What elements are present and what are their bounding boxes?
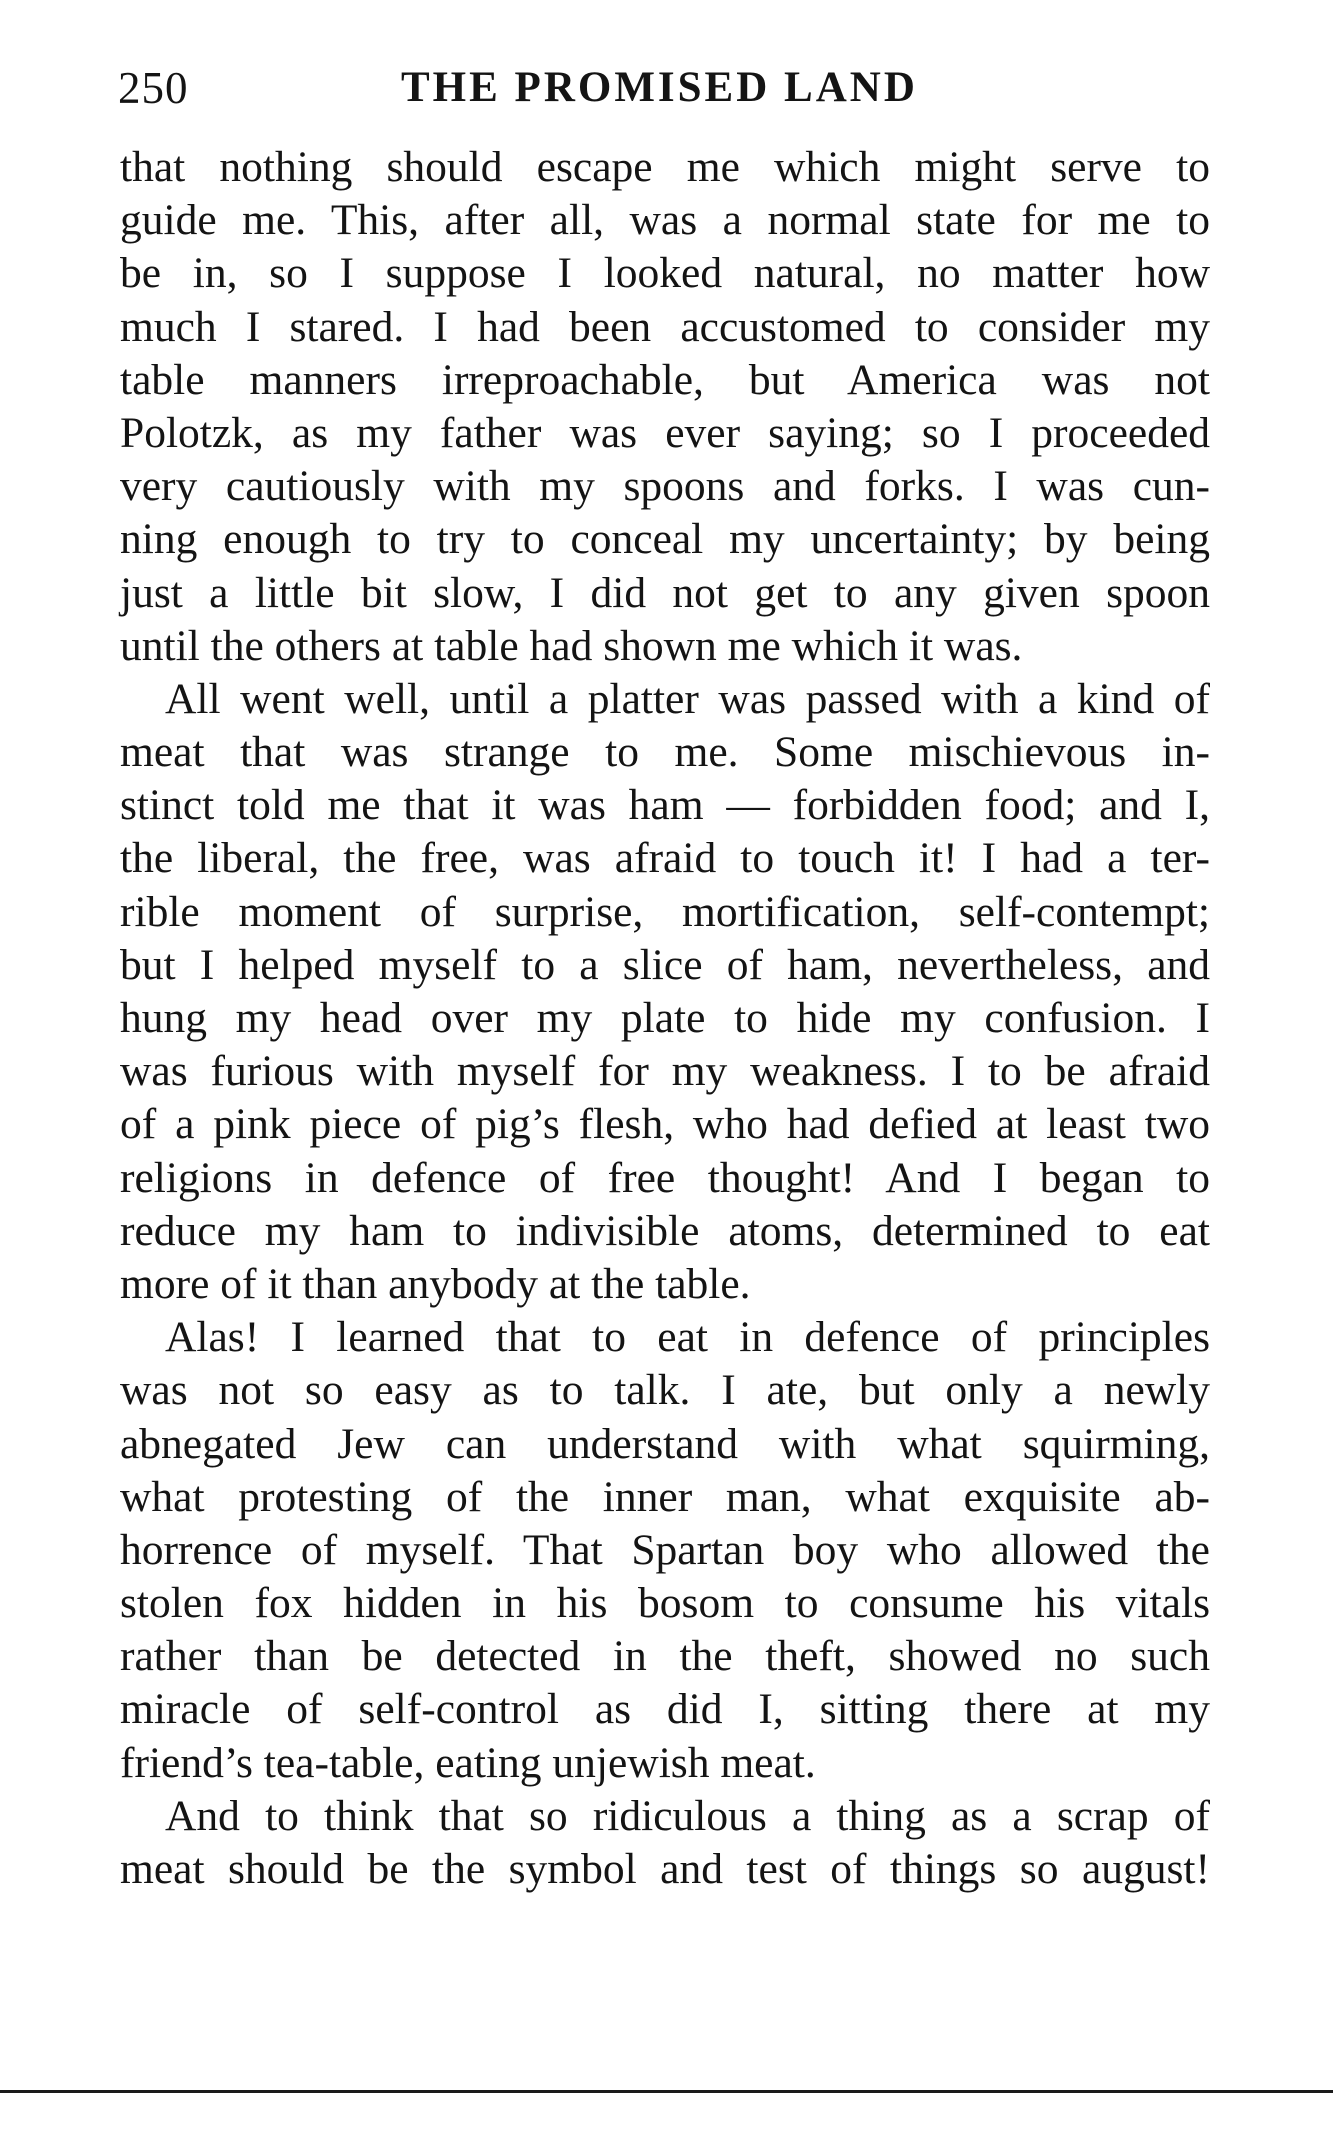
running-head [118,60,1210,116]
text-line: religions in defence of free thought! And I began to [120,1153,1210,1202]
text-line: rible moment of surprise, mortification, self-contempt; [120,887,1210,936]
text-line: that nothing should escape me which might serve to [120,143,1210,191]
text-line: very cautiously with my spoons and forks. I was cun- [120,462,1210,511]
text-line: the liberal, the free, was afraid to touch it! I had a ter- [120,834,1210,883]
text-line: until the others at table had shown me which it was. [120,621,1023,670]
paragraph [120,673,1210,1311]
text-line: be in, so I suppose I looked natural, no matter how [120,249,1210,298]
text-line: stolen fox hidden in his bosom to consume his vitals [120,1579,1210,1628]
text-line: guide me. This, after all, was a normal state for me to [120,196,1210,245]
text-line: abnegated Jew can understand with what squirming, [120,1419,1210,1468]
body-text [120,141,1210,1896]
text-line: reduce my ham to indivisible atoms, determined to eat [120,1206,1210,1255]
text-line: friend’s tea-table, eating unjewish meat. [120,1738,816,1787]
paragraph [120,141,1210,673]
text-line: hung my head over my plate to hide my confusion. I [120,994,1210,1042]
page-number: 250 [118,63,189,113]
book-title: THE PROMISED LAND [401,64,918,111]
text-line: what protesting of the inner man, what exquisite ab- [120,1472,1210,1521]
text-line: stinct told me that it was ham — forbidden food; and I, [120,781,1210,830]
text-line: miracle of self-control as did I, sitting there at my [120,1685,1210,1734]
paragraph [120,1311,1210,1790]
text-line: much I stared. I had been accustomed to consider my [120,302,1210,351]
text-line: just a little bit slow, I did not get to any given spoon [120,568,1210,617]
bottom-rule [0,2090,1333,2093]
text-line: more of it than anybody at the table. [120,1259,751,1308]
paragraph [120,1790,1210,1896]
text-line: of a pink piece of pig’s flesh, who had defied at least two [120,1100,1210,1149]
text-line: ning enough to try to conceal my uncertainty; by being [120,515,1210,564]
text-line: Alas! I learned that to eat in defence of principles [165,1313,1210,1362]
text-line: was not so easy as to talk. I ate, but only a newly [120,1366,1210,1415]
text-line: meat that was strange to me. Some mischievous in- [120,728,1210,777]
text-line: but I helped myself to a slice of ham, nevertheless, and [120,940,1210,989]
text-line: was furious with myself for my weakness. I to be afraid [120,1047,1210,1096]
text-line: meat should be the symbol and test of things so august! [120,1845,1210,1893]
text-line: All went well, until a platter was passed with a kind of [165,674,1210,723]
text-line: Polotzk, as my father was ever saying; so I proceeded [120,408,1210,457]
text-line: rather than be detected in the theft, showed no such [120,1632,1210,1681]
text-line: horrence of myself. That Spartan boy who allowed the [120,1525,1210,1574]
text-line: table manners irreproachable, but America was not [120,355,1210,404]
text-line: And to think that so ridiculous a thing as a scrap of [165,1791,1210,1840]
